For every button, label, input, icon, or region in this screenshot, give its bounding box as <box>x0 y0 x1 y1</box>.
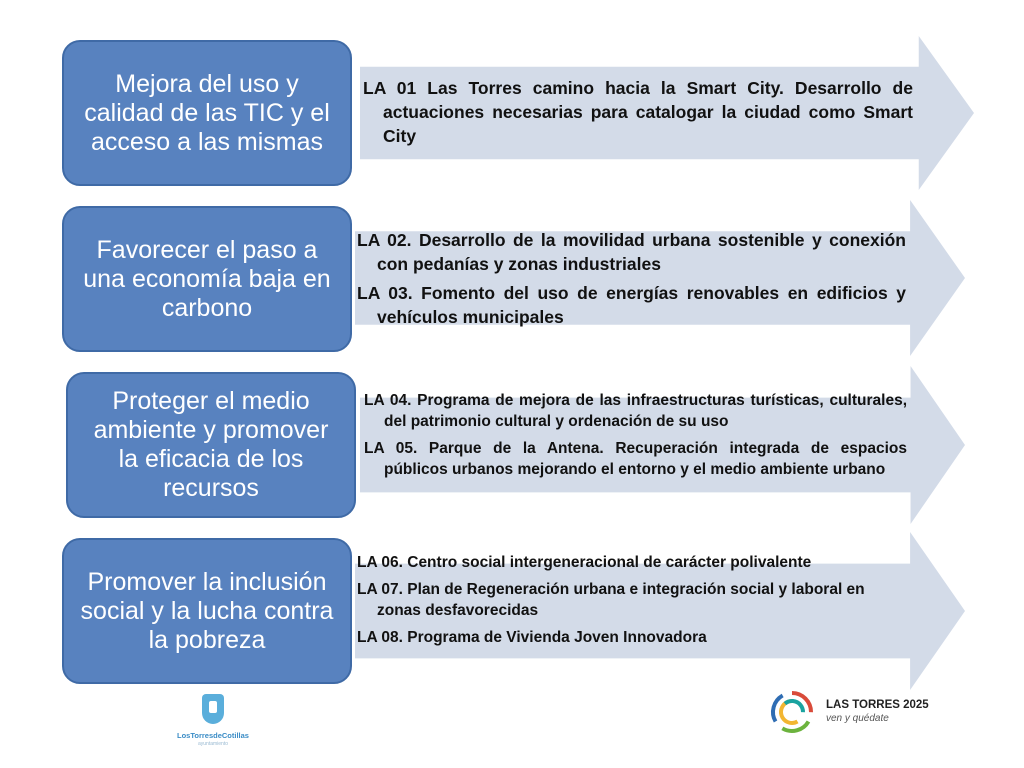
municipal-logo-name: LosTorresdeCotillas <box>177 731 249 740</box>
objective-box-1 <box>62 40 352 186</box>
objective-box-2 <box>62 206 352 352</box>
objective-text-2: Favorecer el paso a una economía baja en carbono <box>83 235 331 322</box>
objective-box-3 <box>66 372 356 518</box>
circular-swirl-icon <box>768 688 818 736</box>
municipal-logo <box>168 694 258 747</box>
objective-text-3: Proteger el medio ambiente y promover la eficacia de los recursos <box>93 387 329 502</box>
action-line-la07: LA 07. Plan de Regeneración urbana e integración social y laboral en zonas desfavorecidas <box>357 581 865 619</box>
action-line-la03: LA 03. Fomento del uso de energías renovables en edificios y vehículos municipales <box>357 283 906 327</box>
logo-title: LAS TORRES 2025 <box>826 699 929 711</box>
action-line-la04: LA 04. Programa de mejora de las infraestructuras turísticas, culturales, del patrimonio cultural y ordenación de su uso <box>364 392 907 430</box>
action-line-la06: LA 06. Centro social intergeneracional de carácter polivalente <box>357 554 812 571</box>
action-lines-3 <box>364 390 907 486</box>
municipal-logo-sub: ayuntamiento <box>197 741 229 747</box>
las-torres-2025-logo <box>768 688 938 736</box>
objective-box-4 <box>62 538 352 684</box>
coat-of-arms-icon <box>202 694 224 724</box>
action-line-la01: LA 01 Las Torres camino hacia la Smart City. Desarrollo de actuaciones necesarias para catalogar la ciudad como Smart City <box>363 78 913 146</box>
action-lines-4 <box>357 552 908 654</box>
action-line-la02: LA 02. Desarrollo de la movilidad urbana sostenible y conexión con pedanías y zonas industriales <box>357 230 906 274</box>
action-line-la05: LA 05. Parque de la Antena. Recuperación integrada de espacios públicos urbanos mejorando el entorno y el medio ambiente urbano <box>364 440 907 478</box>
action-lines-2 <box>357 228 906 334</box>
logo-tagline: ven y quédate <box>826 713 889 724</box>
objective-text-4: Promover la inclusión social y la lucha contra la pobreza <box>80 567 334 654</box>
action-lines-1 <box>363 76 913 148</box>
action-line-la08: LA 08. Programa de Vivienda Joven Innovadora <box>357 629 707 646</box>
objective-text-1: Mejora del uso y calidad de las TIC y el acceso a las mismas <box>84 69 330 156</box>
